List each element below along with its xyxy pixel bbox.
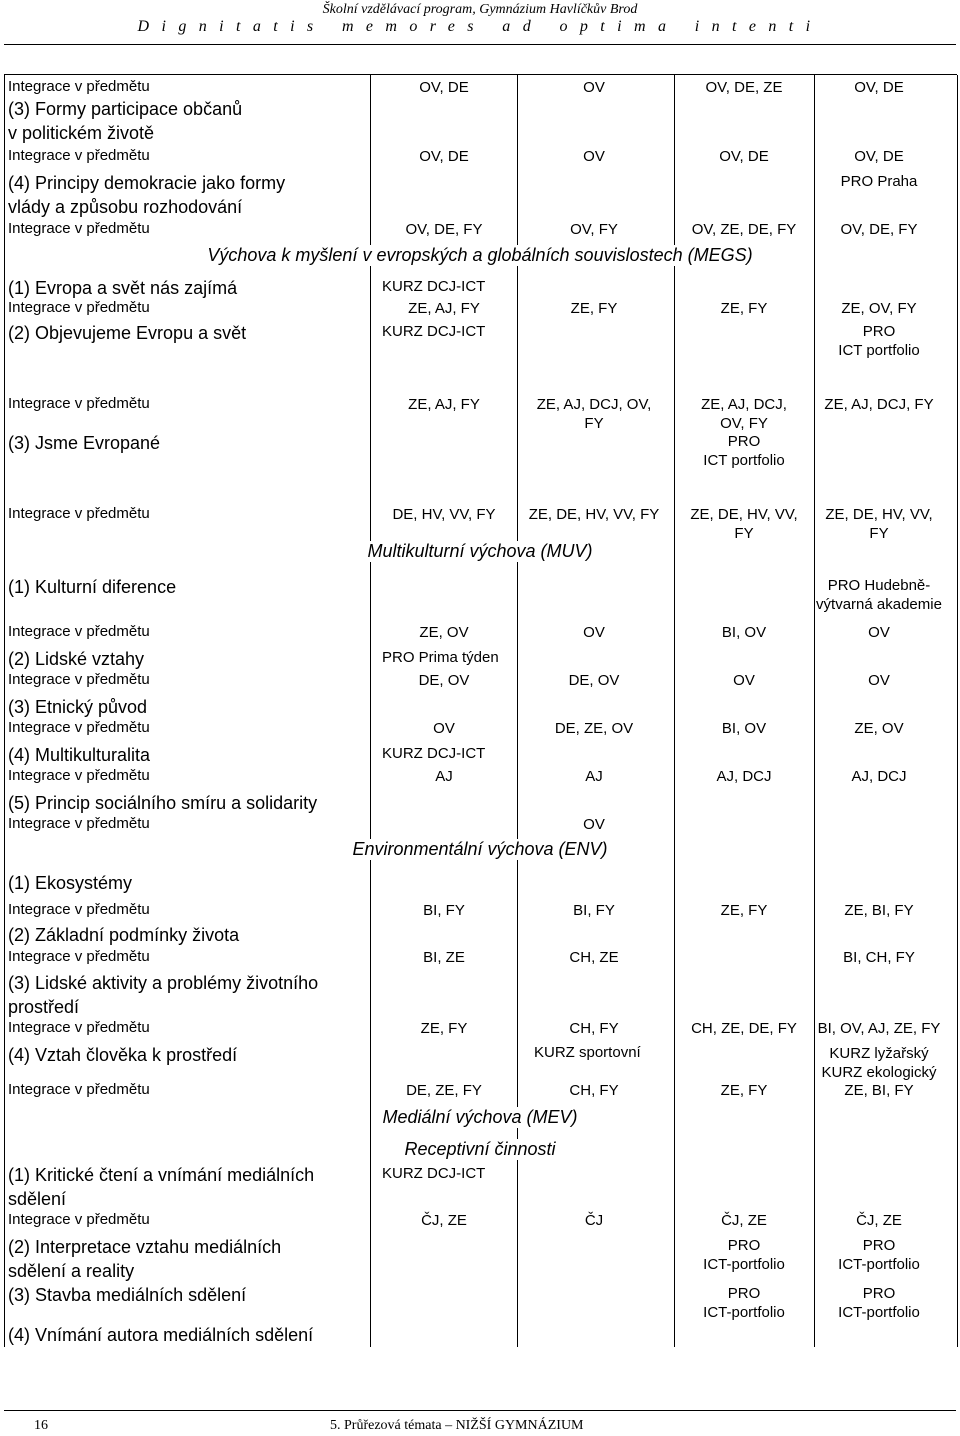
subject-cell: ZE, BI, FY <box>844 902 914 919</box>
topic-label: (4) Multikulturalita <box>8 745 151 765</box>
subject-cell: OV, DE <box>419 79 469 96</box>
subject-cell: ZE, AJ, DCJ, OV, <box>536 396 652 413</box>
subject-cell: AJ, DCJ <box>716 768 772 785</box>
project-cell: KURZ DCJ-ICT <box>382 323 486 340</box>
project-cell: KURZ DCJ-ICT <box>382 745 486 762</box>
integration-label: Integrace v předmětu <box>8 623 150 640</box>
subject-cell: OV <box>868 624 890 641</box>
subject-cell: ZE, FY <box>420 1020 468 1037</box>
column-line <box>814 75 815 1347</box>
project-cell: ICT-portfolio <box>838 1304 920 1321</box>
section-heading: Receptivní činnosti <box>404 1139 556 1159</box>
project-cell: PRO <box>862 1237 896 1254</box>
topic-label: (4) Vztah člověka k prostředí <box>8 1045 238 1065</box>
topic-label: (5) Princip sociálního smíru a solidarity <box>8 793 318 813</box>
project-cell: PRO Praha <box>840 173 918 190</box>
subject-cell: ZE, OV, FY <box>841 300 917 317</box>
project-cell: KURZ ekologický <box>821 1064 937 1081</box>
topic-label: (2) Lidské vztahy <box>8 649 145 669</box>
subject-cell: BI, OV <box>721 624 767 641</box>
subject-cell: ZE, FY <box>720 902 768 919</box>
integration-label: Integrace v předmětu <box>8 220 150 237</box>
subject-cell: BI, CH, FY <box>843 949 915 966</box>
subject-cell: OV <box>583 79 605 96</box>
topic-label: sdělení a reality <box>8 1261 135 1281</box>
integration-label: Integrace v předmětu <box>8 901 150 918</box>
subject-cell: OV, DE <box>854 148 904 165</box>
subject-cell: ZE, FY <box>720 1082 768 1099</box>
topic-label: (1) Evropa a svět nás zajímá <box>8 278 238 298</box>
integration-label: Integrace v předmětu <box>8 505 150 522</box>
integration-label: Integrace v předmětu <box>8 1081 150 1098</box>
topic-label: (4) Vnímání autora mediálních sdělení <box>8 1325 314 1345</box>
integration-label: Integrace v předmětu <box>8 671 150 688</box>
section-heading: Výchova k myšlení v evropských a globálních souvislostech (MEGS) <box>207 245 753 265</box>
subject-cell: OV, DE <box>854 79 904 96</box>
subject-cell: BI, FY <box>573 902 615 919</box>
topic-label: (3) Etnický původ <box>8 697 148 717</box>
topic-label: (3) Jsme Evropané <box>8 433 161 453</box>
topic-label: (1) Kulturní diference <box>8 577 177 597</box>
subject-cell: OV, DE <box>719 148 769 165</box>
subject-cell: CH, FY <box>569 1082 619 1099</box>
footer-rule <box>4 1410 956 1411</box>
topic-label: (2) Interpretace vztahu mediálních <box>8 1237 282 1257</box>
integration-label: Integrace v předmětu <box>8 719 150 736</box>
project-cell: KURZ lyžařský <box>829 1045 929 1062</box>
section-heading: Mediální výchova (MEV) <box>382 1107 578 1127</box>
topic-label: (3) Lidské aktivity a problémy životního <box>8 973 319 993</box>
subject-cell: OV, DE <box>419 148 469 165</box>
subject-cell: DE, OV <box>568 672 620 689</box>
integration-label: Integrace v předmětu <box>8 147 150 164</box>
subject-cell: ZE, FY <box>570 300 618 317</box>
subject-cell: ZE, AJ, DCJ, FY <box>824 396 934 413</box>
project-cell: KURZ sportovní <box>534 1044 641 1061</box>
subject-cell: ČJ, ZE <box>421 1212 467 1229</box>
subject-cell: OV <box>583 624 605 641</box>
project-cell: PRO Hudebně- <box>827 577 931 594</box>
subject-cell: ČJ, ZE <box>856 1212 902 1229</box>
topic-label: prostředí <box>8 997 80 1017</box>
subject-cell: FY <box>584 415 604 432</box>
subject-cell: ZE, BI, FY <box>844 1082 914 1099</box>
topic-label: (4) Principy demokracie jako formy <box>8 173 286 193</box>
subject-cell: OV <box>583 816 605 833</box>
integration-label: Integrace v předmětu <box>8 395 150 412</box>
header-motto: Dignitatis memores ad optima intenti <box>137 18 823 35</box>
subject-cell: OV <box>433 720 455 737</box>
header-rule <box>4 44 956 45</box>
column-line <box>370 75 371 1347</box>
project-cell: PRO <box>727 1237 761 1254</box>
subject-cell: DE, OV <box>418 672 470 689</box>
project-cell: PRO <box>862 323 896 340</box>
project-cell: PRO <box>862 1285 896 1302</box>
topic-label: (3) Formy participace občanů <box>8 99 243 119</box>
section-heading: Environmentální výchova (ENV) <box>352 839 608 859</box>
subject-cell: OV, FY <box>720 415 768 432</box>
integration-label: Integrace v předmětu <box>8 1019 150 1036</box>
subject-cell: BI, OV <box>721 720 767 737</box>
subject-cell: CH, ZE <box>569 949 619 966</box>
column-line <box>957 75 958 1347</box>
subject-cell: AJ, DCJ <box>851 768 907 785</box>
topic-label: sdělení <box>8 1189 67 1209</box>
integration-label: Integrace v předmětu <box>8 815 150 832</box>
column-line <box>674 75 675 1347</box>
topic-label: v politickém životě <box>8 123 155 143</box>
subject-cell: ČJ <box>584 1212 604 1229</box>
project-cell: ICT portfolio <box>838 342 920 359</box>
subject-cell: BI, OV, AJ, ZE, FY <box>817 1020 941 1037</box>
subject-cell: OV <box>583 148 605 165</box>
topic-label: (2) Objevujeme Evropu a svět <box>8 323 247 343</box>
project-cell: ICT-portfolio <box>703 1256 785 1273</box>
subject-cell: OV, FY <box>570 221 618 238</box>
topic-label: (2) Základní podmínky života <box>8 925 240 945</box>
integration-label: Integrace v předmětu <box>8 299 150 316</box>
project-cell: ICT portfolio <box>703 452 785 469</box>
topic-label: vlády a způsobu rozhodování <box>8 197 243 217</box>
subject-cell: AJ <box>435 768 453 785</box>
column-line <box>4 75 5 1347</box>
subject-cell: ZE, AJ, DCJ, <box>701 396 787 413</box>
project-cell: ICT-portfolio <box>703 1304 785 1321</box>
project-cell: výtvarná akademie <box>816 596 942 613</box>
subject-cell: ZE, DE, HV, VV, <box>825 506 933 523</box>
subject-cell: DE, ZE, FY <box>406 1082 482 1099</box>
subject-cell: OV, DE, ZE <box>705 79 783 96</box>
footer-chapter: 5. Průřezová témata – NIŽŠÍ GYMNÁZIUM <box>330 1418 584 1433</box>
project-cell: ICT-portfolio <box>838 1256 920 1273</box>
subject-cell: DE, HV, VV, FY <box>392 506 496 523</box>
subject-cell: FY <box>869 525 889 542</box>
integration-label: Integrace v předmětu <box>8 767 150 784</box>
subject-cell: DE, ZE, OV <box>554 720 634 737</box>
subject-cell: ZE, DE, HV, VV, <box>690 506 798 523</box>
header-school: Školní vzdělávací program, Gymnázium Havlíčkův Brod <box>322 2 638 17</box>
subject-cell: CH, FY <box>569 1020 619 1037</box>
integration-label: Integrace v předmětu <box>8 78 150 95</box>
project-cell: PRO Prima týden <box>382 649 499 666</box>
project-cell: KURZ DCJ-ICT <box>382 278 486 295</box>
project-cell: PRO <box>727 1285 761 1302</box>
subject-cell: OV, DE, FY <box>405 221 483 238</box>
subject-cell: AJ <box>585 768 603 785</box>
topic-label: (1) Ekosystémy <box>8 873 133 893</box>
topic-label: (3) Stavba mediálních sdělení <box>8 1285 247 1305</box>
page-number: 16 <box>34 1418 48 1433</box>
topic-label: (1) Kritické čtení a vnímání mediálních <box>8 1165 315 1185</box>
subject-cell: OV, DE, FY <box>840 221 918 238</box>
subject-cell: OV <box>733 672 755 689</box>
integration-label: Integrace v předmětu <box>8 1211 150 1228</box>
integration-label: Integrace v předmětu <box>8 948 150 965</box>
subject-cell: BI, FY <box>423 902 465 919</box>
subject-cell: OV, ZE, DE, FY <box>691 221 797 238</box>
subject-cell: ZE, AJ, FY <box>408 396 480 413</box>
subject-cell: ZE, OV <box>419 624 469 641</box>
subject-cell: FY <box>734 525 754 542</box>
subject-cell: OV <box>868 672 890 689</box>
subject-cell: ZE, AJ, FY <box>408 300 480 317</box>
subject-cell: ZE, OV <box>854 720 904 737</box>
section-heading: Multikulturní výchova (MUV) <box>367 541 593 561</box>
curriculum-table <box>4 74 957 1347</box>
project-cell: PRO <box>727 433 761 450</box>
subject-cell: ČJ, ZE <box>721 1212 767 1229</box>
subject-cell: BI, ZE <box>423 949 465 966</box>
subject-cell: ZE, FY <box>720 300 768 317</box>
project-cell: KURZ DCJ-ICT <box>382 1165 486 1182</box>
subject-cell: ZE, DE, HV, VV, FY <box>528 506 660 523</box>
subject-cell: CH, ZE, DE, FY <box>691 1020 797 1037</box>
